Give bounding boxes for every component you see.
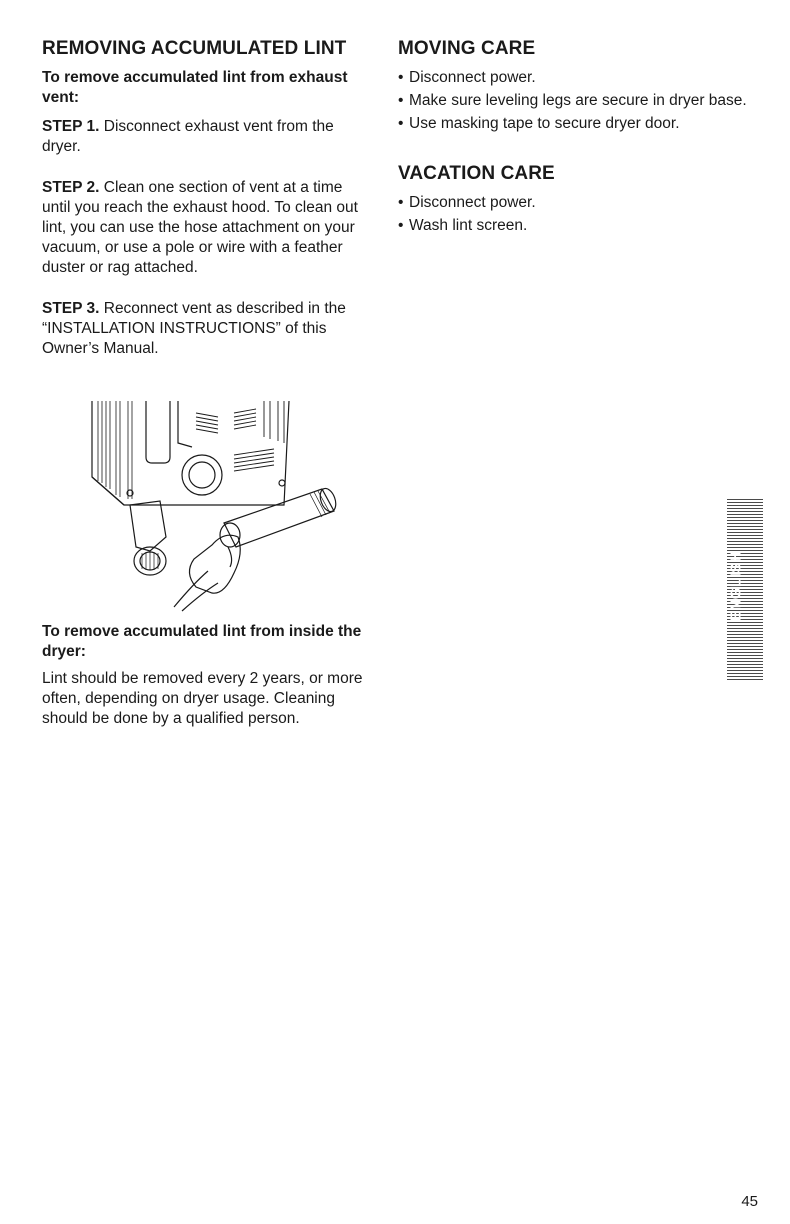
moving-care-list	[398, 68, 758, 134]
list-item: • Disconnect power.	[398, 193, 758, 213]
language-side-tab-label: ENGLISH	[727, 550, 745, 622]
inside-dryer-subheading: To remove accumulated lint from inside the dryer:	[42, 623, 362, 660]
dryer-vent-cleaning-illustration	[84, 397, 354, 617]
step-1-label: STEP 1.	[42, 118, 100, 135]
vacation-care-heading: VACATION CARE	[398, 163, 555, 184]
step-1	[42, 117, 372, 157]
step-3-text: Reconnect vent as described in the “INSTALLATION INSTRUCTIONS” of this Owner’s Manual.	[42, 300, 346, 357]
step-3	[42, 299, 372, 359]
vacation-care-list	[398, 193, 758, 236]
step-3-label: STEP 3.	[42, 300, 100, 317]
exhaust-vent-subheading: To remove accumulated lint from exhaust vent:	[42, 69, 348, 106]
list-item: • Use masking tape to secure dryer door.	[398, 114, 758, 134]
left-column	[42, 36, 372, 380]
right-column	[398, 36, 758, 239]
removing-lint-heading: REMOVING ACCUMULATED LINT	[42, 38, 347, 59]
inside-dryer-section	[42, 622, 372, 729]
page-number: 45	[741, 1193, 758, 1210]
moving-care-heading: MOVING CARE	[398, 38, 536, 59]
list-item: • Disconnect power.	[398, 68, 758, 88]
inside-dryer-text: Lint should be removed every 2 years, or more often, depending on dryer usage. Cleaning should be done by a qualified person.	[42, 670, 363, 727]
step-2-label: STEP 2.	[42, 179, 100, 196]
vacation-care-section	[398, 161, 758, 236]
step-1-text: Disconnect exhaust vent from the dryer.	[42, 118, 334, 155]
step-2-text: Clean one section of vent at a time until you reach the exhaust hood. To clean out lint, you can use the hose attachment on your vacuum, or use a pole or wire with a feather duster or rag attached.	[42, 179, 358, 276]
list-item: • Make sure leveling legs are secure in dryer base.	[398, 91, 758, 111]
list-item: • Wash lint screen.	[398, 216, 758, 236]
step-2	[42, 178, 372, 278]
